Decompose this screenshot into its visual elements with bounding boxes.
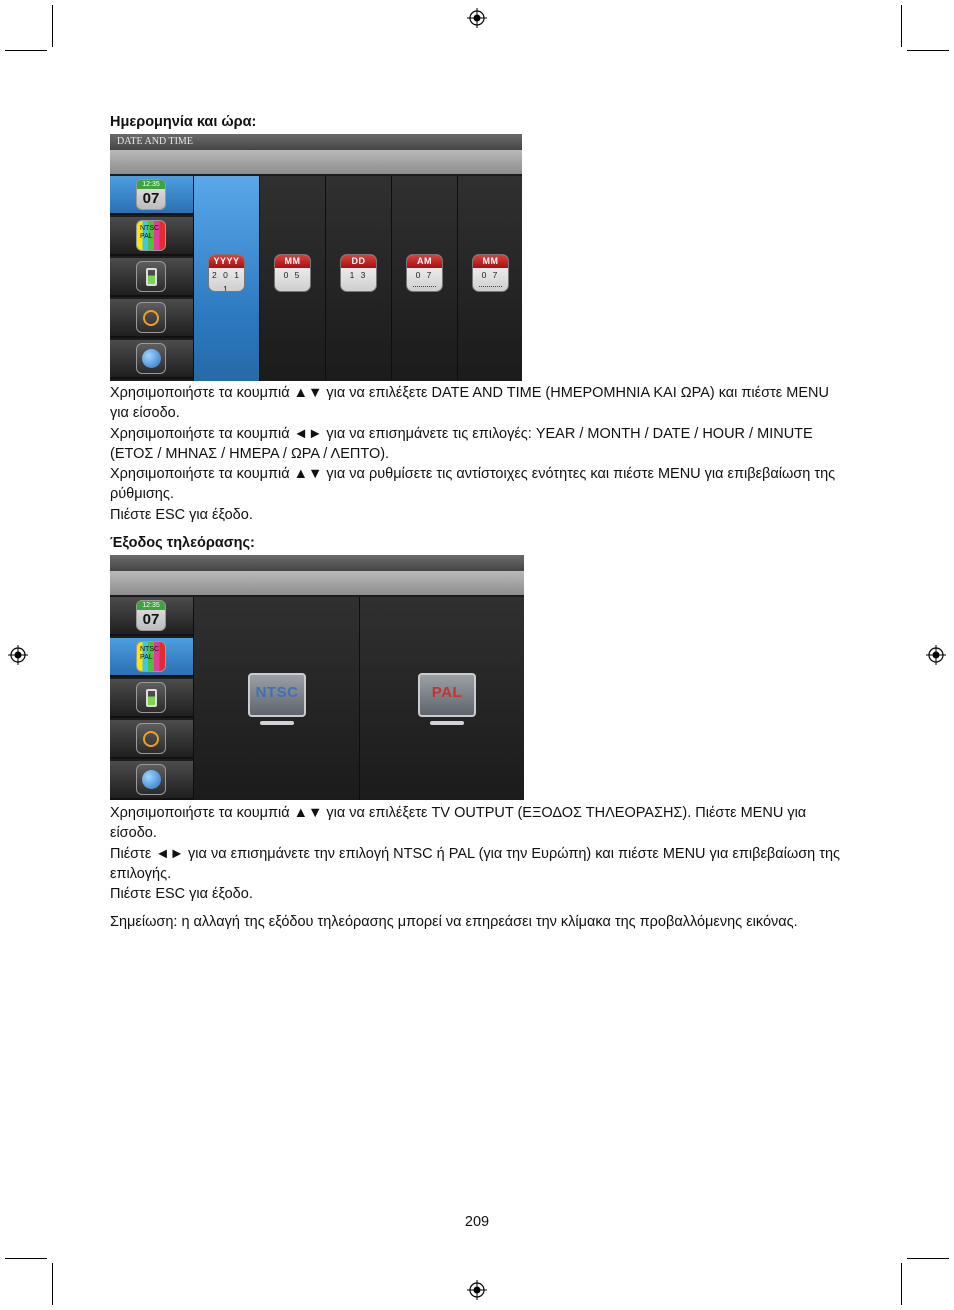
screen-title: DATE AND TIME bbox=[110, 134, 522, 150]
instruction-line: Πιέστε ESC για έξοδο. bbox=[110, 886, 253, 903]
instructions-tv-output bbox=[110, 803, 840, 904]
field-column-month[interactable] bbox=[259, 176, 325, 381]
instruction-line: Χρησιμοποιήστε τα κουμπιά ▲▼ για να ρυθμίσετε τις αντίστοιχες ενότητες και πιέστε MENU για επιβεβαίωση της ρύθμισης. bbox=[110, 466, 836, 503]
ntsc-label: NTSC bbox=[140, 225, 160, 232]
menu-sidebar bbox=[110, 597, 193, 800]
registration-mark-icon bbox=[8, 645, 28, 665]
note-paragraph: Σημείωση: η αλλαγή της εξόδου τηλεόρασης μπορεί να επηρεάσει την κλίμακα της προβαλλόμενης εικόνας. bbox=[110, 914, 798, 930]
year-dial bbox=[208, 254, 245, 292]
hour-dial bbox=[406, 254, 443, 292]
option-column-ntsc[interactable] bbox=[193, 597, 359, 800]
battery-icon bbox=[136, 682, 166, 713]
clock-icon bbox=[136, 302, 166, 333]
pal-label: PAL bbox=[140, 233, 153, 240]
calendar-icon bbox=[136, 600, 166, 631]
crop-mark bbox=[52, 5, 53, 47]
minute-dial bbox=[472, 254, 509, 292]
battery-icon bbox=[136, 261, 166, 292]
menu-sidebar bbox=[110, 176, 193, 381]
instruction-line: Χρησιμοποιήστε τα κουμπιά ▲▼ για να επιλέξετε DATE AND TIME (ΗΜΕΡΟΜΗΝΙΑ ΚΑΙ ΩΡΑ) και πιέστε MENU για είσοδο. bbox=[110, 385, 829, 422]
crop-mark bbox=[907, 1258, 949, 1259]
tv-stand bbox=[430, 721, 464, 725]
dial-value: 0 5 bbox=[283, 270, 302, 280]
crop-mark bbox=[901, 5, 902, 47]
instruction-line: Χρησιμοποιήστε τα κουμπιά ▲▼ για να επιλέξετε TV OUTPUT (ΕΞΟΔΟΣ ΤΗΛΕΟΡΑΣΗΣ). Πιέστε MENU για είσοδο. bbox=[110, 805, 807, 842]
sidebar-item-tv-output[interactable] bbox=[110, 638, 193, 677]
globe-icon bbox=[136, 343, 166, 374]
field-column-minute[interactable] bbox=[457, 176, 522, 381]
sidebar-item-tv-output[interactable] bbox=[110, 217, 193, 256]
instruction-line: Πιέστε ESC για έξοδο. bbox=[110, 506, 253, 523]
crop-mark bbox=[5, 1258, 47, 1259]
screen-title bbox=[110, 555, 524, 571]
option-column-pal[interactable] bbox=[359, 597, 524, 800]
calendar-day: 07 bbox=[142, 190, 160, 207]
dial-label: DD bbox=[341, 255, 376, 268]
dial-label: YYYY bbox=[209, 255, 244, 268]
sidebar-item-battery[interactable] bbox=[110, 679, 193, 718]
sidebar-item-battery[interactable] bbox=[110, 258, 193, 297]
dial-value: 2 0 1 1 bbox=[212, 270, 241, 292]
crop-mark bbox=[907, 50, 949, 51]
ntsc-label: NTSC bbox=[140, 646, 160, 653]
option-label: PAL bbox=[431, 684, 463, 701]
tv-output-screen bbox=[110, 555, 524, 800]
sidebar-item-date-time[interactable] bbox=[110, 597, 193, 636]
dial-value: 1 3 bbox=[349, 270, 368, 280]
ntsc-tv-icon bbox=[248, 673, 306, 717]
pal-label: PAL bbox=[140, 654, 153, 661]
section-heading-date-time: Ημερομηνία και ώρα: bbox=[110, 114, 257, 130]
sidebar-item-language[interactable] bbox=[110, 761, 193, 800]
tv-stand bbox=[260, 721, 294, 725]
dial-ticks bbox=[479, 280, 502, 287]
dial-value: 0 7 bbox=[481, 270, 500, 280]
field-column-year[interactable] bbox=[193, 176, 259, 381]
calendar-time: 12:35 bbox=[137, 180, 165, 189]
field-column-hour[interactable] bbox=[391, 176, 457, 381]
instruction-line: Χρησιμοποιήστε τα κουμπιά ◄► για να επισημάνετε τις επιλογές: YEAR / MONTH / DATE / HOUR / MINUTE (ΕΤΟΣ / ΜΗΝΑΣ / ΗΜΕΡΑ / ΩΡΑ / ΛΕΠΤΟ). bbox=[110, 425, 813, 462]
screen-subbar bbox=[110, 571, 524, 595]
option-label: NTSC bbox=[255, 684, 299, 701]
dial-label: MM bbox=[275, 255, 310, 268]
sidebar-item-language[interactable] bbox=[110, 340, 193, 379]
globe-icon bbox=[136, 764, 166, 795]
dial-label: MM bbox=[473, 255, 508, 268]
crop-mark bbox=[5, 50, 47, 51]
clock-icon bbox=[136, 723, 166, 754]
field-column-date[interactable] bbox=[325, 176, 391, 381]
crop-mark bbox=[52, 1263, 53, 1305]
section-heading-tv-output: Έξοδος τηλεόρασης: bbox=[110, 535, 255, 551]
registration-mark-icon bbox=[926, 645, 946, 665]
page-number: 209 bbox=[464, 1214, 490, 1230]
calendar-day: 07 bbox=[142, 611, 160, 628]
instruction-line: Πιέστε ◄► για να επισημάνετε την επιλογή NTSC ή PAL (για την Ευρώπη) και πιέστε MENU για επιβεβαίωση της επιλογής. bbox=[110, 845, 841, 882]
dial-value: 0 7 bbox=[415, 270, 434, 280]
tv-standard-icon bbox=[136, 220, 166, 251]
crop-mark bbox=[901, 1263, 902, 1305]
date-time-screen bbox=[110, 134, 522, 381]
instructions-date-time bbox=[110, 383, 840, 525]
pal-tv-icon bbox=[418, 673, 476, 717]
dial-ticks bbox=[413, 280, 436, 287]
calendar-time: 12:35 bbox=[137, 601, 165, 610]
registration-mark-icon bbox=[467, 1280, 487, 1300]
month-dial bbox=[274, 254, 311, 292]
registration-mark-icon bbox=[467, 8, 487, 28]
sidebar-item-timer[interactable] bbox=[110, 720, 193, 759]
calendar-icon bbox=[136, 179, 166, 210]
screen-subbar bbox=[110, 150, 522, 174]
sidebar-item-timer[interactable] bbox=[110, 299, 193, 338]
tv-standard-icon bbox=[136, 641, 166, 672]
dial-label: AM bbox=[407, 255, 442, 268]
date-dial bbox=[340, 254, 377, 292]
sidebar-item-date-time[interactable] bbox=[110, 176, 193, 215]
